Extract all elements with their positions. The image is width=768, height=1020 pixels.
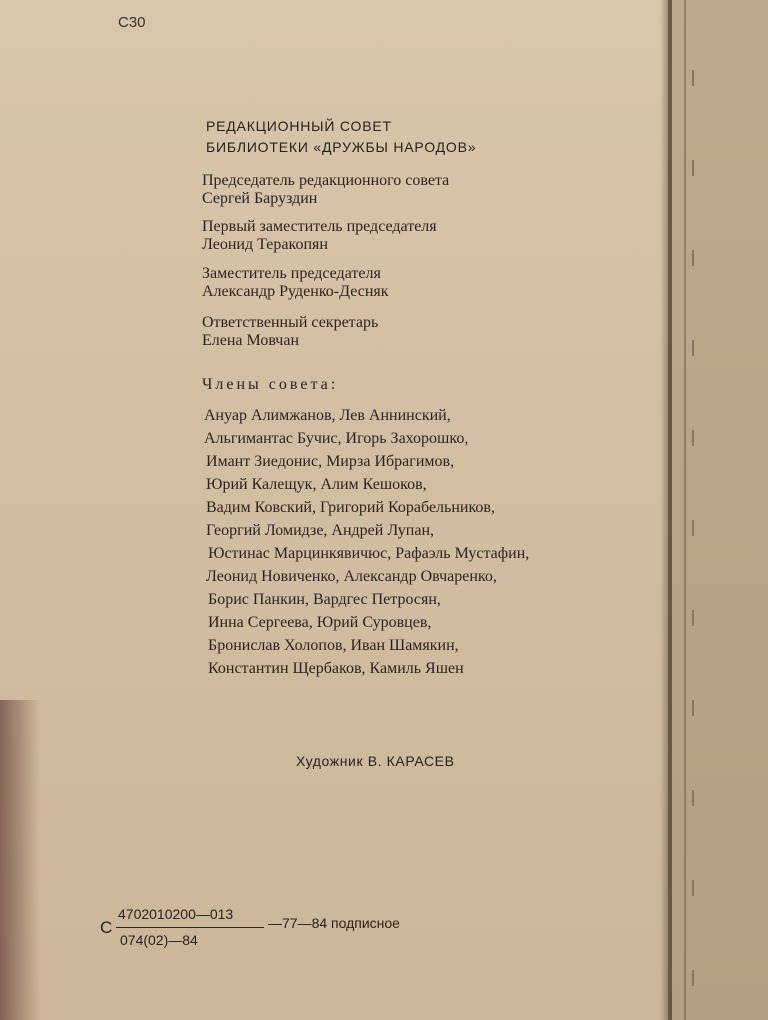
member-line: Юстинас Марцинкявичюс, Рафаэль Мустафин, bbox=[208, 545, 530, 562]
role-title-4: Ответственный секретарь bbox=[202, 314, 379, 331]
member-line: Альгимантас Бучис, Игорь Захорошко, bbox=[204, 430, 469, 447]
member-line: Имант Зиедонис, Мирза Ибрагимов, bbox=[206, 453, 455, 470]
finger-shadow bbox=[0, 700, 40, 1020]
member-line: Борис Панкин, Вардгес Петросян, bbox=[208, 591, 441, 608]
role-name-1: Сергей Баруздин bbox=[202, 190, 318, 207]
imprint-denominator: 074(02)—84 bbox=[120, 932, 198, 948]
member-line: Вадим Ковский, Григорий Корабельников, bbox=[206, 499, 495, 516]
role-title-3: Заместитель председателя bbox=[202, 265, 381, 282]
artist-credit bbox=[296, 753, 455, 769]
binding-stitch bbox=[692, 520, 694, 536]
role-name-4: Елена Мовчан bbox=[202, 332, 300, 349]
members-title: Члены совета: bbox=[202, 376, 339, 393]
imprint-letter: С bbox=[100, 918, 113, 937]
page-fold bbox=[684, 0, 686, 1020]
board-title-line-2: БИБЛИОТЕКИ «ДРУЖБЫ НАРОДОВ» bbox=[206, 139, 477, 155]
right-page bbox=[672, 0, 768, 1020]
role-title-1: Председатель редакционного совета bbox=[202, 172, 450, 189]
imprint-suffix: —77—84 подписное bbox=[268, 915, 400, 931]
binding-stitch bbox=[692, 700, 694, 716]
binding-stitch bbox=[692, 250, 694, 266]
binding-stitch bbox=[692, 880, 694, 896]
member-line: Бронислав Холопов, Иван Шамякин, bbox=[208, 637, 459, 654]
member-line: Георгий Ломидзе, Андрей Лупан, bbox=[206, 522, 435, 539]
binding-stitch bbox=[692, 70, 694, 86]
role-title-2: Первый заместитель председателя bbox=[202, 218, 437, 235]
member-line: Ануар Алимжанов, Лев Аннинский, bbox=[204, 407, 451, 424]
member-line: Инна Сергеева, Юрий Суровцев, bbox=[208, 614, 432, 631]
catalog-code: С30 bbox=[118, 14, 146, 31]
binding-stitch bbox=[692, 430, 694, 446]
role-name-2: Леонид Теракопян bbox=[202, 236, 328, 253]
fraction-line bbox=[116, 927, 264, 928]
artist-label: Художник bbox=[296, 753, 364, 769]
imprint-numerator: 4702010200—013 bbox=[118, 906, 234, 922]
role-name-3: Александр Руденко-Десняк bbox=[202, 283, 389, 300]
member-line: Константин Щербаков, Камиль Яшен bbox=[208, 660, 464, 677]
binding-stitch bbox=[692, 160, 694, 176]
binding-stitch bbox=[692, 970, 694, 986]
board-title-line-1: РЕДАКЦИОННЫЙ СОВЕТ bbox=[206, 118, 392, 134]
member-line: Юрий Калещук, Алим Кешоков, bbox=[206, 476, 427, 493]
artist-name: В. КАРАСЕВ bbox=[367, 753, 455, 769]
binding-stitch bbox=[692, 340, 694, 356]
member-line: Леонид Новиченко, Александр Овчаренко, bbox=[206, 568, 497, 585]
binding-stitch bbox=[692, 790, 694, 806]
binding-stitch bbox=[692, 610, 694, 626]
